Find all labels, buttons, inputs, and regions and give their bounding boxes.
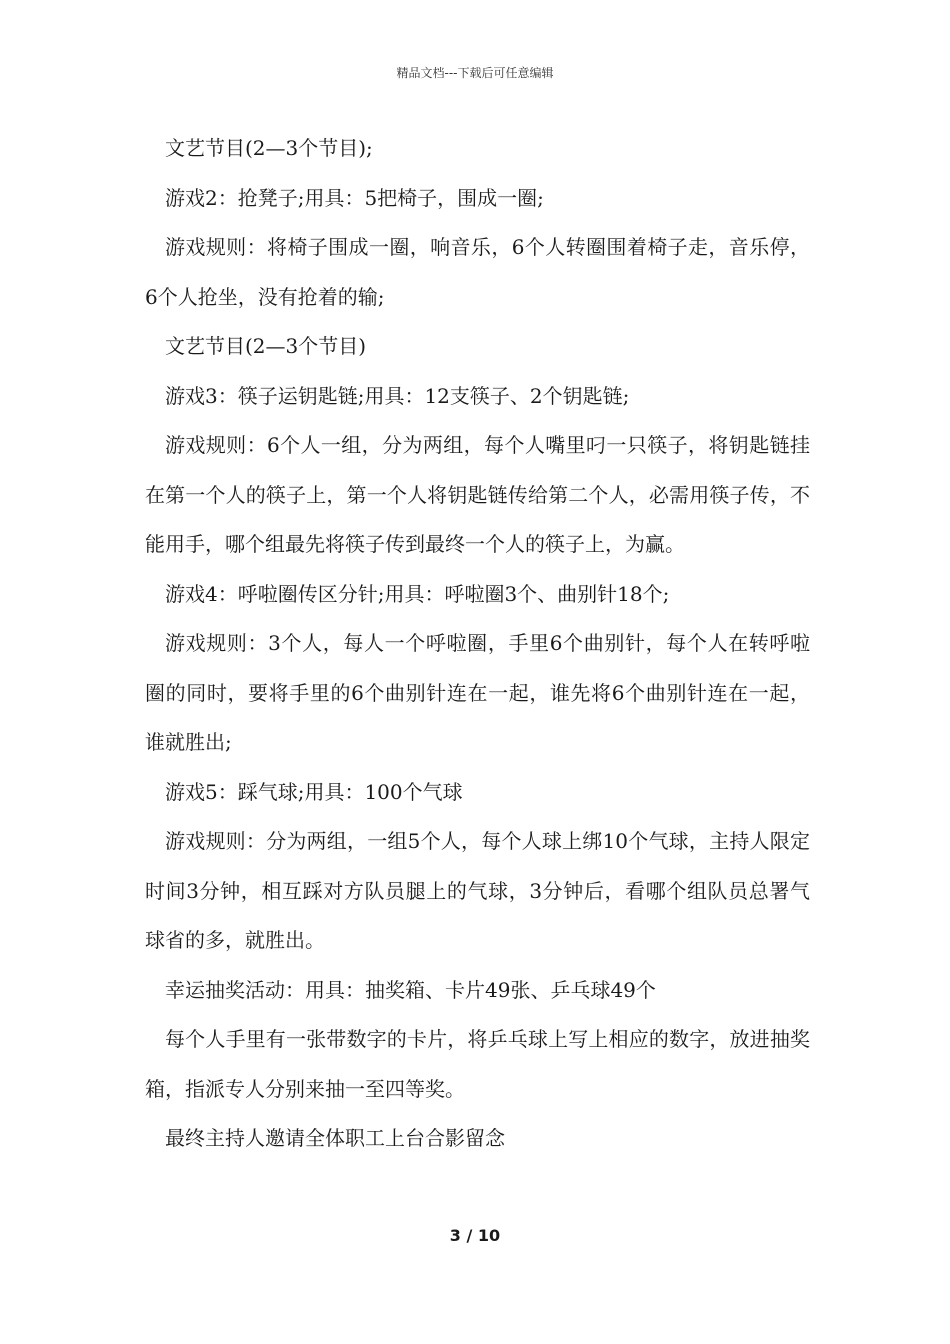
paragraph: 游戏2：抢凳子;用具：5把椅子，围成一圈; xyxy=(165,185,544,210)
paragraph: 游戏规则：3个人，每人一个呼啦圈，手里6个曲别针，每个人在转呼啦圈的同时，要将手里的6个曲别针连在一起，谁先将6个曲别针连在一起，谁就胜出; xyxy=(145,631,810,754)
paragraph: 每个人手里有一张带数字的卡片，将乒乓球上写上相应的数字，放进抽奖箱，指派专人分别来抽一至四等奖。 xyxy=(145,1027,810,1101)
paragraph: 文艺节目(2—3个节目) xyxy=(165,334,367,358)
paragraph: 游戏3：筷子运钥匙链;用具：12支筷子、2个钥匙链; xyxy=(165,383,630,408)
paragraph: 游戏规则：将椅子围成一圈，响音乐，6个人转圈围着椅子走，音乐停，6个人抢坐，没有抢着的输; xyxy=(145,235,810,309)
paragraph: 游戏4：呼啦圈传区分针;用具：呼啦圈3个、曲别针18个; xyxy=(165,581,670,606)
document-body xyxy=(145,124,810,1164)
paragraph: 最终主持人邀请全体职工上台合影留念 xyxy=(165,1126,505,1150)
page-number: 3 / 10 xyxy=(449,1226,501,1245)
paragraph: 游戏规则：分为两组，一组5个人，每个人球上绑10个气球，主持人限定时间3分钟，相互踩对方队员腿上的气球，3分钟后，看哪个组队员总署气球省的多，就胜出。 xyxy=(145,829,810,952)
paragraph: 文艺节目(2—3个节目); xyxy=(165,136,373,160)
paragraph: 幸运抽奖活动：用具：抽奖箱、卡片49张、乒乓球49个 xyxy=(165,977,656,1002)
page-header: 精品文档---下载后可任意编辑 xyxy=(396,66,554,80)
paragraph: 游戏5：踩气球;用具：100个气球 xyxy=(165,779,463,804)
paragraph: 游戏规则：6个人一组，分为两组，每个人嘴里叼一只筷子，将钥匙链挂在第一个人的筷子上，第一个人将钥匙链传给第二个人，必需用筷子传，不能用手，哪个组最先将筷子传到最终一个人的筷子上，为赢。 xyxy=(145,433,810,556)
